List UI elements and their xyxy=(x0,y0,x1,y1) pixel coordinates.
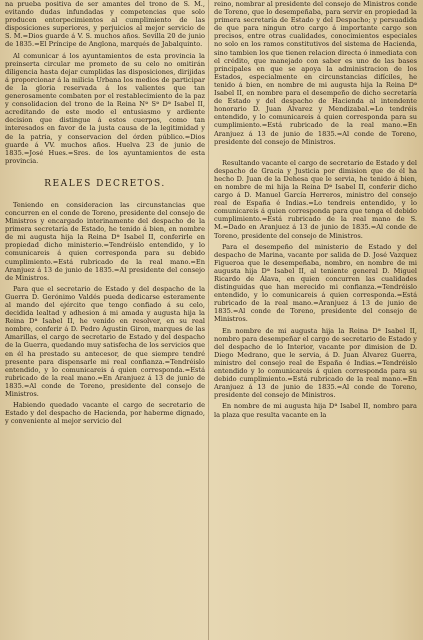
right-paragraph-5: En nombre de mi augusta hija Dª Isabel II, nombro para la plaza que resulta vacante en la xyxy=(214,402,417,419)
paragraph-spacer xyxy=(214,149,417,159)
right-paragraph-3: Para el desempeño del ministerio de Estado y del despacho de Marina, vacante por salida de D. José Vazquez Figueroa que le desempeñaba, nombro, en nombre de mi augusta hija Dª Isabel II, al teniente general D. Miguel Ricardo de Álava, en quien concurren las cualidades distinguidas que han merecido mi confianza.=Tendréislo entendido, y lo comunicareis á quien corresponda.=Está rubricado de la real mano.=Aranjuez á 13 de junio de 1835.=Al conde de Toreno, presidente del consejo de Ministros. xyxy=(214,242,417,324)
column-divider xyxy=(208,0,209,640)
decree-paragraph-2: Para que el secretario de Estado y del despacho de la Guerra D. Gerónimo Valdés pueda dedicarse esteramente al mando del ejército que tengo confiado á su celo, decidida lealtad y adhesion á mi amada y augusta hija la Reina Dª Isabel II, he venido en resolver, en su real nombre, conferir á D. Pedro Agustin Giron, marques de las Amarillas, el cargo de secretario de Estado y del despacho de la Guerra, quedando muy satisfecha de los servicios que en él ha prestado su antecesor, de que siempre tendré presente para dispensarle mi real confianza.=Tendréislo entendido, y lo comunicareis á quien corresponda.=Está rubricado de la real mano.=En Aranjuez á 13 de junio de 1835.=Al conde de Toreno, presidente del consejo de Ministros. xyxy=(5,284,205,399)
decree-paragraph-3: Habiendo quedado vacante el cargo de secretario de Estado y del despacho de Hacienda, por haberme dignado, y conveniente al mejor servicio del xyxy=(5,401,205,426)
left-paragraph-1: na prueba positiva de ser amantes del trono de S. M., evitando dudas infundadas y competencias que solo producen entorpecimientos al cumplimiento de las disposiciones superiores, y perjuicios al mejor servicio de S. M.=Dios guarde á V. S. muchos años. Sevilla 20 de junio de 1835.=El Príncipe de Anglona, marqués de Jabalquinto. xyxy=(5,0,205,49)
right-paragraph-2: Resultando vacante el cargo de secretario de Estado y del despacho de Gracia y Justicia por dimision que de él ha hecho D. Juan de la Dehesa que le servia, he tenido á bien, en nombre de mi hija la Reina Dª Isabel II, conferir dicho cargo á D. Manuel García Herreros, ministro del consejo real de España é Indias.=Lo tendreis entendido, y lo comunicareis á quien corresponda para que tenga el debido cumplimiento.=Está rubricado de la real mano de S. M.=Dado en Aranjuez á 13 de junio de 1835.=Al conde de Toreno, presidente del consejo de Ministros. xyxy=(214,158,417,240)
right-paragraph-4: En nombre de mi augusta hija la Reina Dª Isabel II, nombro para desempeñar el cargo de secretario de Estado y del despacho de lo Interior, vacante por dimision de D. Diego Medrano, que le servia, á D. Juan Álvarez Guerra, ministro del consejo real de España é Indias.=Tendréislo entendido y lo comunicareis á quien corresponda para su debido cumplimiento.=Está rubricado de la real mano.=En Aranjuez á 13 de junio de 1835.=Al conde de Toreno, presidente del consejo de Ministros. xyxy=(214,326,417,400)
left-column xyxy=(5,0,205,640)
right-paragraph-1: reino, nombrar al presidente del consejo de Ministros conde de Toreno, que lo desempeñaba, para servir en propiedad la primera secretaría de Estado y del Despacho; y persuadida de que para ningun otro cargo á importante cargo son precisos, entre otras cualidades, conocimientos especiales no solo en los ramos constitutivos del sistema de Hacienda, sino tambien los que tienen relacion directa ó inmediata con el crédito, que manejado con saber es uno de las bases principales en que se apoya la administracion de los Estados, especialmente en circunstancias difíciles, he tenido á bien, en nombre de mi augusta hija la Reina Dª Isabel II, en nombre para el desempeño de dicho secretaría de Estado y del despacho de Hacienda al intendente honorario D. Juan Álvarez y Mendizabal.=Lo tendréis entendido, y lo comunicareis á quien corresponda para su cumplimiento.=Está rubricado de la real mano.=En Aranjuez á 13 de junio de 1835.=Al conde de Toreno, presidente del consejo de Ministros. xyxy=(214,0,417,146)
right-column xyxy=(214,0,417,640)
decree-paragraph-1: Teniendo en consideracion las circunstancias que concurren en el conde de Toreno, presidente del consejo de Ministros y encargado interinamente del despacho de la primera secretaría de Estado, he tenido á bien, en nombre de mi augusta hija la Reina Dª Isabel II, conferirle en propiedad dicho ministerio.=Tendréislo entendido, y lo comunicareis á quien corresponda para su debido cumplimiento.=Está rubricado de la real mano.=En Aranjuez á 13 de junio de 1835.=Al presidente del consejo de Ministros. xyxy=(5,200,205,282)
section-heading: REALES DECRETOS. xyxy=(44,178,166,189)
left-paragraph-2: Al comunicar á los ayuntamientos de esta provincia la preinserta circular me prometo de su celo no omitirán diligencia hasta dejar cumplidas las disposiciones, dirijidas á proporcionar á la milicia Urbana los medios de participar de la gloria reservada á los valientes que tan generosamente combaten por el restablecimiento de la paz y consolidacion del trono de la Reina Nª Sª Dª Isabel II, acreditando de este modo el entusiasmo y ardiente decision que distingue á estos cuerpos, como tan interesados en favor de la justa causa de la legitimidad y de la patria, y conservacion del órden público.=Dios guarde á VV. muchos años. Huelva 23 de junio de 1835.=José Hues.=Sres. de los ayuntamientos de esta provincia. xyxy=(5,51,205,165)
